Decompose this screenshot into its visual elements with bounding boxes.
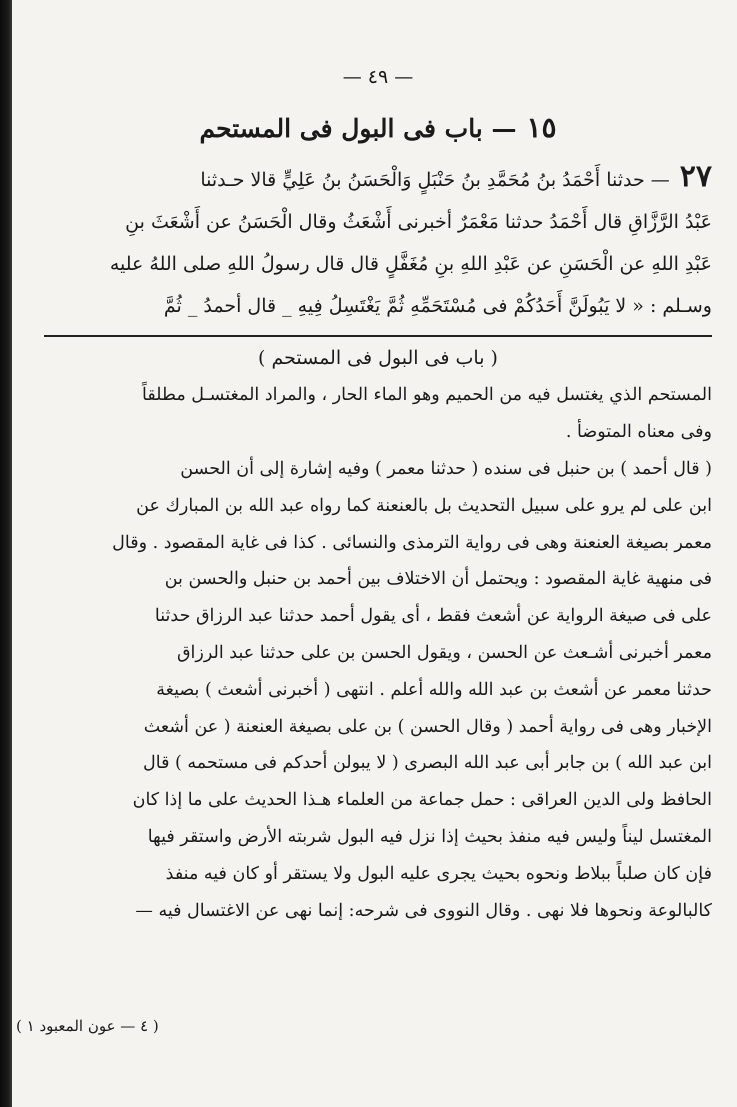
chapter-number: ١٥ — [526, 111, 557, 144]
chapter-title: — باب فى البول فى المستحم — [199, 114, 517, 143]
commentary-line: وفى معناه المتوضأ . — [565, 422, 712, 443]
hadith-line: عَبْدِ اللهِ عن الْحَسَنِ عن عَبْدِ اللهِ بنِ مُغَفَّلٍ قال قال رسولُ اللهِ صلى اللهُ عليه — [109, 253, 712, 276]
commentary-line: فى منهية غاية المقصود : ويحتمل أن الاختلاف بين أحمد بن حنبل والحسن بن — [164, 569, 712, 590]
commentary-line: حدثنا معمر عن أشعث بن عبد الله والله أعلم . انتهى ( أخبرنى أشعث ) بصيغة — [156, 679, 712, 700]
commentary-heading: ( باب فى البول فى المستحم ) — [258, 347, 498, 370]
commentary-line: على فى صيغة الرواية عن أشعث فقط ، أى يقول أحمد حدثنا عبد الرزاق حدثنا — [154, 606, 712, 627]
commentary-line: ( قال أحمد ) بن حنبل فى سنده ( حدثنا معمر ) وفيه إشارة إلى أن الحسن — [180, 458, 712, 479]
hadith-line: عَبْدُ الرَّزَّاقِ قال أَحْمَدُ حدثنا مَعْمَرٌ أخبرنى أَشْعَثُ وقال الْحَسَنُ عن أَشْعَثَ بنِ — [125, 211, 712, 234]
commentary-line: ابن على لم يرو على سبيل التحديث بل بالعنعنة كما رواه عبد الله بن المبارك عن — [136, 495, 712, 516]
commentary-line: معمر أخبرنى أشـعث عن الحسن ، ويقول الحسن بن على حدثنا عبد الرزاق — [176, 642, 712, 663]
section-divider — [44, 335, 712, 337]
commentary-line: المستحم الذي يغتسل فيه من الحميم وهو الماء الحار ، والمراد المغتسـل مطلقاً — [141, 385, 712, 406]
commentary-line: فإن كان صلباً ببلاط ونحوه بحيث يجرى عليه البول ولا يستقر أو كان فيه منفذ — [165, 863, 712, 884]
commentary-body — [44, 377, 712, 929]
page-number: — ٤٩ — — [342, 66, 414, 88]
commentary-line: الإخبار وهى فى رواية أحمد ( وقال الحسن ) بن على بصيغة العنعنة ( عن أشعث — [143, 716, 712, 737]
document-page — [44, 66, 712, 1096]
commentary-line: كالبالوعة ونحوها فلا نهى . وقال النووى فى شرحه: إنما نهى عن الاغتسال فيه — — [135, 900, 712, 921]
commentary-line: ابن عبد الله ) بن جابر أبى عبد الله البصرى ( لا يبولن أحدكم فى مستحمه ) قال — [143, 753, 712, 774]
hadith-line: ٢٧— حدثنا أَحْمَدُ بنُ مُحَمَّدِ بنُ حَنْبَلٍ وَالْحَسَنُ بنُ عَلِيٍّ قالا حـدثنا — [200, 159, 712, 195]
hadith-line: وسـلم : « لا يَبُولَنَّ أَحَدُكُمْ فى مُسْتَحَمِّهِ ثُمَّ يَغْتَسِلُ فِيهِ _ قال أحمدُ _ ثُمَّ — [163, 295, 712, 318]
hadith-number: ٢٧ — [679, 159, 712, 195]
commentary-line: المغتسل ليناً وليس فيه منفذ بحيث إذا نزل فيه البول شربته الأرض واستقر فيها — [147, 826, 712, 847]
footer-signature: ( ٤ — عون المعبود ١ ) — [16, 1017, 159, 1035]
book-binding-edge — [0, 0, 12, 1107]
commentary-line: الحافظ ولى الدين العراقى : حمل جماعة من العلماء هـذا الحديث على ما إذا كان — [132, 790, 712, 811]
commentary-line: معمر بصيغة العنعنة وهى فى رواية الترمذى والنسائى . كذا فى غاية المقصود . وقال — [112, 532, 712, 553]
hadith-text — [44, 156, 712, 327]
chapter-heading — [44, 110, 712, 146]
